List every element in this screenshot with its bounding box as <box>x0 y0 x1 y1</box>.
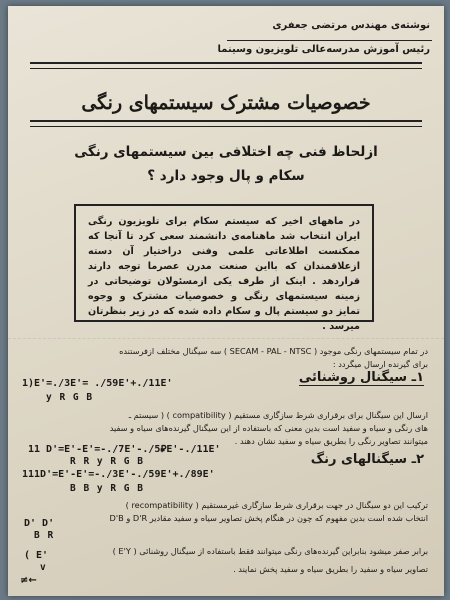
equation-ey: ( E' <box>24 550 49 561</box>
equation-luminance: 1)E'=./3E'= ./59E'+./11E' <box>22 378 173 389</box>
magazine-page <box>8 6 444 596</box>
section-2-line-3: برابر صفر میشود بنابراین گیرنده‌های رنگی میتوانند فقط باستفاده از سیگنال روشنائی ( E'Y ) <box>112 546 428 556</box>
section-1-heading: ۱ـ سیگنال روشنائی <box>298 370 424 385</box>
section-1-line-1: ارسال این سیگنال برای برقراری شرط سازگاری مستقیم ( compatibility ) ( سیستم ـ <box>128 410 428 420</box>
author-role: رئیس آموزش مدرسه‌عالی تلویزیون وسینما <box>217 44 430 55</box>
equation-dr-subscripts: R R y R G B <box>70 456 144 467</box>
intro-line-1: در تمام سیستمهای رنگی موجود ( SECAM - PAL - NTSC ) سه سیگنال مختلف ازفرستنده <box>119 346 428 356</box>
intro-box <box>74 204 374 332</box>
equation-db: 111D'=E'-E'=-./3E'-./59E'+./89E' <box>22 469 215 480</box>
end-mark-icon: ≠← <box>20 575 37 586</box>
equation-dr-db: D' D' <box>24 518 55 529</box>
section-1-line-3: میتوانند تصاویر رنگی را بطریق سیاه و سفید نشان دهند . <box>234 436 428 446</box>
section-2-heading: ۲ـ سیگنالهای رنگ <box>310 452 424 467</box>
intro-line-2: برای گیرنده ارسال میگردد : <box>332 359 428 369</box>
equation-dr-db-subscripts: B R <box>34 530 55 541</box>
section-1-line-2: های رنگی و سیاه و سفید است بدین معنی که باستفاده از این سیگنال گیرنده‌های سیاه و سفید <box>109 423 428 433</box>
intro-box-text: در ماههای اخیر که سیستم سکام برای تلویزیون رنگی ایران انتخاب شد ماهنامه‌ی دانشمند سعی کرد تا آنجا که ممکنست اطلاعاتی علمی وفنی دراختیار آن دسته ازعلاقمندان که بااین صنعت مدرن عصرما توجه دارند قراردهد . اینک از طرف یکی ازمسئولان توضیحاتی در زمینه سیستمهای رنگی و خصوصیات مشترک و وجوه تمایز دو سیستم پال و سکام داده شده که در زیر بنظرتان میرسد . <box>88 216 360 332</box>
title-rule-bottom <box>30 120 422 127</box>
equation-ey-subscript: v <box>40 562 47 573</box>
article-title: خصوصیات مشترک سیستمهای رنگی <box>81 92 371 114</box>
section-2-line-4: تصاویر سیاه و سفید را بطریق سیاه و سفید پخش نمایند . <box>233 564 428 574</box>
section-2-line-1: ترکیب این دو سیگنال در جهت برقراری شرط سازگاری غیرمستقیم ( recompatibility ) <box>125 500 428 510</box>
question-line-2: سکام و پال وجود دارد ؟ <box>147 168 305 184</box>
author-line: نوشته‌ی مهندس مرتضی جعفری <box>272 20 430 31</box>
equation-db-subscripts: B B y R G B <box>70 483 144 494</box>
section-2-line-2: انتخاب شده است بدین مفهوم که چون در هنگام پخش تصاویر سیاه و سفید مقادیر D'R و D'B <box>109 513 428 523</box>
equation-luminance-subscripts: y R G B <box>46 392 94 403</box>
divider <box>227 40 432 41</box>
question-line-1: ازلحاظ فنی چه اختلافی بین سیستمهای رنگی <box>74 144 378 160</box>
equation-dr: 11 D'=E'-E'=-./7E'-./5⃄E'-./11E' <box>28 444 221 455</box>
paper-fold <box>8 338 444 339</box>
title-rule-top <box>30 62 422 69</box>
